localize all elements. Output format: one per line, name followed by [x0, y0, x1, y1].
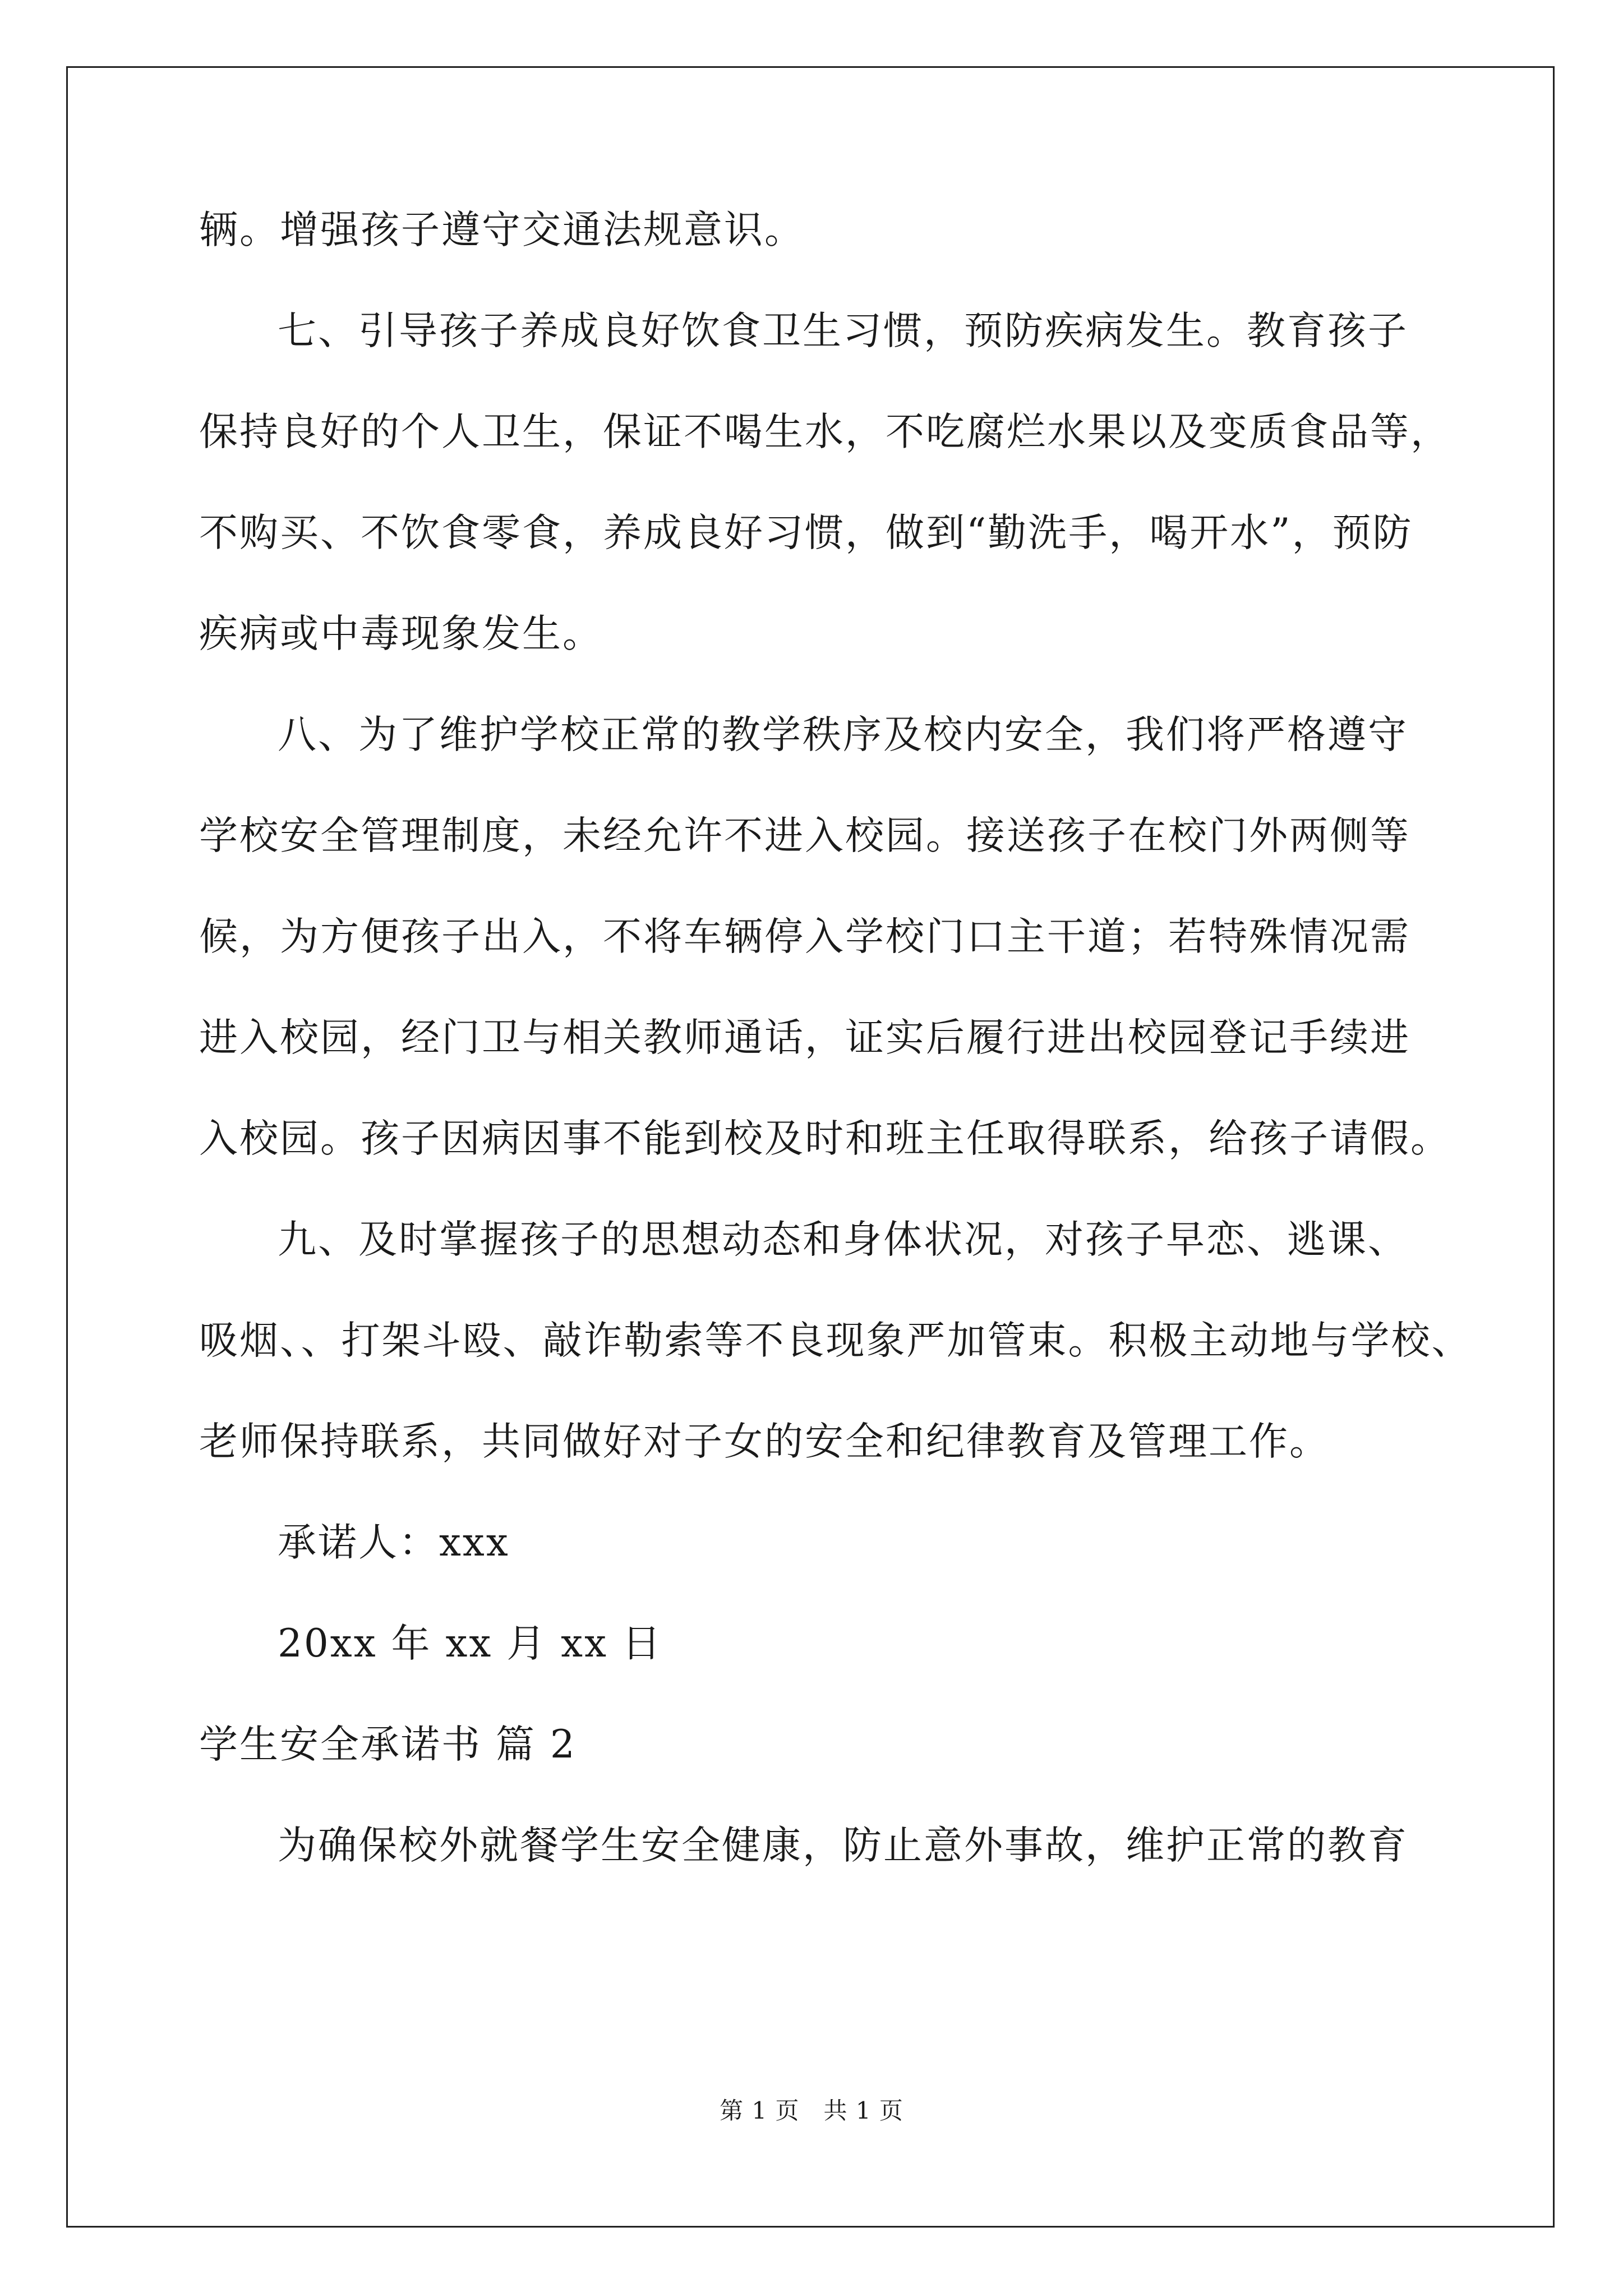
section-heading: 学生安全承诺书 篇 2 — [199, 1722, 577, 1767]
date-line: 20xx 年 xx 月 xx 日 — [278, 1621, 662, 1666]
text-line: 入校园。孩子因病因事不能到校及时和班主任取得联系，给孩子请假。 — [199, 1116, 1451, 1161]
text-line: 吸烟、、打架斗殴、敲诈勒索等不良现象严加管束。积极主动地与学校、 — [199, 1318, 1472, 1363]
section-2-line-1: 为确保校外就餐学生安全健康，防止意外事故，维护正常的教育 — [278, 1823, 1408, 1868]
text-line: 老师保持联系，共同做好对子女的安全和纪律教育及管理工作。 — [199, 1419, 1330, 1464]
signatory-line: 承诺人：xxx — [278, 1520, 510, 1565]
text-line: 辆。增强孩子遵守交通法规意识。 — [199, 208, 805, 252]
paragraph-8-line-1: 八、为了维护学校正常的教学秩序及校内安全，我们将严格遵守 — [278, 712, 1408, 757]
text-line: 候，为方便孩子出入，不将车辆停入学校门口主干道；若特殊情况需 — [199, 914, 1410, 959]
paragraph-7-line-1: 七、引导孩子养成良好饮食卫生习惯，预防疾病发生。教育孩子 — [278, 309, 1408, 353]
page-footer: 第 1 页 共 1 页 — [720, 2097, 903, 2124]
text-line: 学校安全管理制度，未经允许不进入校园。接送孩子在校门外两侧等 — [199, 813, 1410, 858]
paragraph-9-line-1: 九、及时掌握孩子的思想动态和身体状况，对孩子早恋、逃课、 — [278, 1217, 1408, 1262]
text-line: 进入校园，经门卫与相关教师通话，证实后履行进出校园登记手续进 — [199, 1015, 1410, 1060]
text-line: 不购买、不饮食零食，养成良好习惯，做到“勤洗手，喝开水”，预防 — [199, 510, 1413, 555]
text-line: 保持良好的个人卫生，保证不喝生水，不吃腐烂水果以及变质食品等， — [199, 409, 1451, 454]
text-line: 疾病或中毒现象发生。 — [199, 611, 603, 656]
